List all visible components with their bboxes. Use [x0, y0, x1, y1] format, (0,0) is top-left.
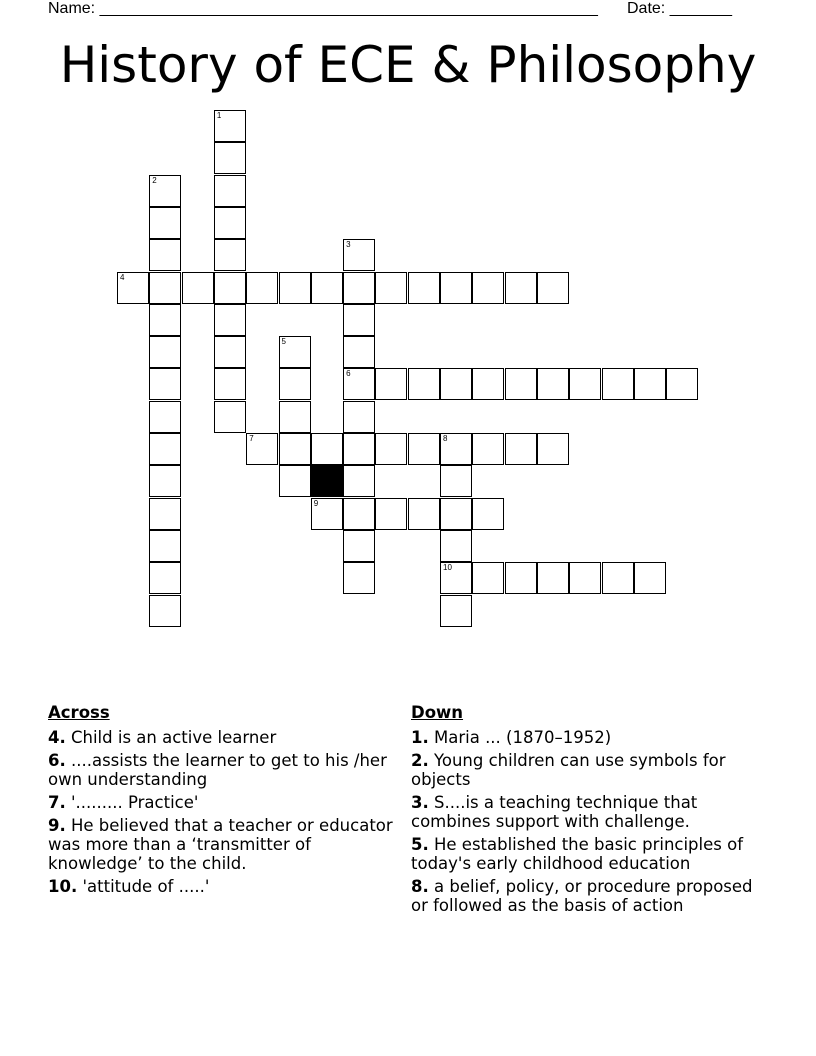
grid-cell[interactable] — [214, 142, 246, 174]
down-clue — [411, 835, 761, 873]
grid-cell[interactable] — [279, 272, 311, 304]
clue-number: 7. — [48, 793, 66, 812]
down-clue — [411, 793, 761, 831]
grid-cell[interactable] — [311, 498, 343, 530]
clue-number: 8 — [443, 434, 448, 443]
grid-cell[interactable] — [440, 595, 472, 627]
grid-cell[interactable] — [279, 465, 311, 497]
grid-cell[interactable] — [408, 498, 440, 530]
grid-cell[interactable] — [182, 272, 214, 304]
grid-cell[interactable] — [505, 272, 537, 304]
clue-text: ....assists the learner to get to his /her own understanding — [48, 751, 387, 789]
grid-cell[interactable] — [634, 562, 666, 594]
grid-cell[interactable] — [408, 272, 440, 304]
grid-cell[interactable] — [149, 433, 181, 465]
grid-cell[interactable] — [634, 368, 666, 400]
grid-cell[interactable] — [375, 433, 407, 465]
grid-cell[interactable] — [472, 562, 504, 594]
grid-cell[interactable] — [343, 401, 375, 433]
grid-cell[interactable] — [214, 272, 246, 304]
across-clue — [48, 877, 400, 896]
clue-number: 9. — [48, 816, 66, 835]
clue-text: a belief, policy, or procedure proposed or followed as the basis of action — [411, 877, 753, 915]
page-title: History of ECE & Philosophy — [59, 36, 757, 94]
clue-number: 6. — [48, 751, 66, 770]
grid-cell[interactable] — [149, 175, 181, 207]
grid-cell[interactable] — [505, 368, 537, 400]
clue-number: 4 — [120, 272, 125, 282]
grid-cell[interactable] — [214, 336, 246, 368]
across-clues — [48, 703, 400, 900]
clue-number: 1 — [216, 111, 222, 120]
grid-cell[interactable] — [472, 433, 504, 465]
grid-cell[interactable] — [440, 433, 472, 465]
clue-text: 'attitude of .....' — [77, 877, 210, 896]
grid-cell[interactable] — [149, 239, 181, 271]
clue-number: 6 — [346, 369, 351, 379]
clue-number: 5 — [281, 337, 286, 347]
grid-cell[interactable] — [214, 304, 246, 336]
grid-cell[interactable] — [505, 562, 537, 594]
clue-number: 4. — [48, 728, 66, 747]
grid-cell[interactable] — [440, 562, 472, 594]
grid-cell[interactable] — [279, 368, 311, 400]
grid-cell[interactable] — [279, 336, 311, 368]
grid-cell[interactable] — [602, 562, 634, 594]
clue-number: 2. — [411, 751, 429, 770]
clue-number: 10. — [48, 877, 78, 896]
grid-cell[interactable] — [214, 110, 246, 142]
black-cell — [311, 465, 343, 497]
grid-cell[interactable] — [343, 530, 375, 562]
grid-cell[interactable] — [666, 368, 698, 400]
grid-cell[interactable] — [505, 433, 537, 465]
clue-number: 8. — [411, 877, 429, 896]
down-clue — [411, 728, 761, 747]
grid-cell[interactable] — [343, 272, 375, 304]
down-clue — [411, 877, 761, 915]
grid-cell[interactable] — [343, 498, 375, 530]
across-clue — [48, 816, 400, 873]
clue-text: '......... Practice' — [65, 793, 199, 812]
clue-number: 1. — [411, 728, 429, 747]
down-clue-list — [411, 728, 761, 915]
down-clues — [411, 703, 761, 919]
clue-number: 9 — [313, 498, 319, 508]
clue-number: 2 — [152, 175, 157, 185]
grid-cell[interactable] — [537, 433, 569, 465]
grid-cell[interactable] — [375, 498, 407, 530]
grid-cell[interactable] — [343, 239, 375, 271]
grid-cell[interactable] — [214, 368, 246, 400]
grid-cell[interactable] — [149, 272, 181, 304]
grid-cell[interactable] — [246, 272, 278, 304]
grid-cell[interactable] — [311, 433, 343, 465]
grid-cell[interactable] — [343, 562, 375, 594]
across-clue — [48, 728, 400, 747]
grid-cell[interactable] — [149, 498, 181, 530]
grid-cell[interactable] — [214, 401, 246, 433]
grid-cell[interactable] — [375, 368, 407, 400]
clue-number: 10 — [443, 563, 452, 573]
grid-cell[interactable] — [602, 368, 634, 400]
grid-cell[interactable] — [149, 595, 181, 627]
grid-cell[interactable] — [149, 368, 181, 400]
grid-cell[interactable] — [440, 530, 472, 562]
grid-cell[interactable] — [117, 272, 149, 304]
grid-cell[interactable] — [149, 304, 181, 336]
grid-cell[interactable] — [214, 207, 246, 239]
grid-cell[interactable] — [246, 433, 278, 465]
down-clue — [411, 751, 761, 789]
down-heading: Down — [411, 703, 464, 722]
grid-cell[interactable] — [472, 498, 504, 530]
grid-cell[interactable] — [408, 368, 440, 400]
grid-cell[interactable] — [343, 336, 375, 368]
grid-cell[interactable] — [343, 368, 375, 400]
clue-text: He established the basic principles of today's early childhood education — [411, 835, 744, 873]
date-field-label: Date: _______ — [627, 0, 732, 17]
grid-cell[interactable] — [279, 401, 311, 433]
grid-cell[interactable] — [149, 562, 181, 594]
across-heading: Across — [48, 703, 110, 722]
grid-cell[interactable] — [569, 368, 601, 400]
clue-text: S....is a teaching technique that combines support with challenge. — [411, 793, 698, 831]
clue-number: 3. — [411, 793, 429, 812]
grid-cell[interactable] — [149, 465, 181, 497]
clue-number: 5. — [411, 835, 429, 854]
grid-cell[interactable] — [569, 562, 601, 594]
grid-cell[interactable] — [343, 304, 375, 336]
clue-text: Child is an active learner — [65, 728, 277, 747]
grid-cell[interactable] — [537, 368, 569, 400]
name-field-label: Name: ________________________________________________________ — [48, 0, 598, 17]
clue-text: Maria ... (1870–1952) — [428, 728, 612, 747]
clue-number: 7 — [249, 434, 254, 443]
grid-cell[interactable] — [343, 465, 375, 497]
grid-cell[interactable] — [149, 401, 181, 433]
grid-cell[interactable] — [440, 368, 472, 400]
grid-cell[interactable] — [343, 433, 375, 465]
grid-cell[interactable] — [149, 336, 181, 368]
grid-cell[interactable] — [214, 239, 246, 271]
grid-cell[interactable] — [440, 465, 472, 497]
clue-text: He believed that a teacher or educator was more than a ‘transmitter of knowledge’ to the child. — [48, 816, 393, 873]
grid-cell[interactable] — [149, 207, 181, 239]
grid-cell[interactable] — [279, 433, 311, 465]
grid-cell[interactable] — [311, 272, 343, 304]
clue-number: 3 — [346, 240, 351, 250]
across-clue — [48, 793, 400, 812]
grid-cell[interactable] — [472, 272, 504, 304]
grid-cell[interactable] — [440, 272, 472, 304]
grid-cell[interactable] — [149, 530, 181, 562]
grid-cell[interactable] — [537, 562, 569, 594]
grid-cell[interactable] — [472, 368, 504, 400]
grid-cell[interactable] — [537, 272, 569, 304]
grid-cell[interactable] — [408, 433, 440, 465]
across-clue-list — [48, 728, 400, 896]
across-clue — [48, 751, 400, 789]
clue-text: Young children can use symbols for objects — [411, 751, 726, 789]
grid-cell[interactable] — [440, 498, 472, 530]
grid-cell[interactable] — [375, 272, 407, 304]
grid-cell[interactable] — [214, 175, 246, 207]
